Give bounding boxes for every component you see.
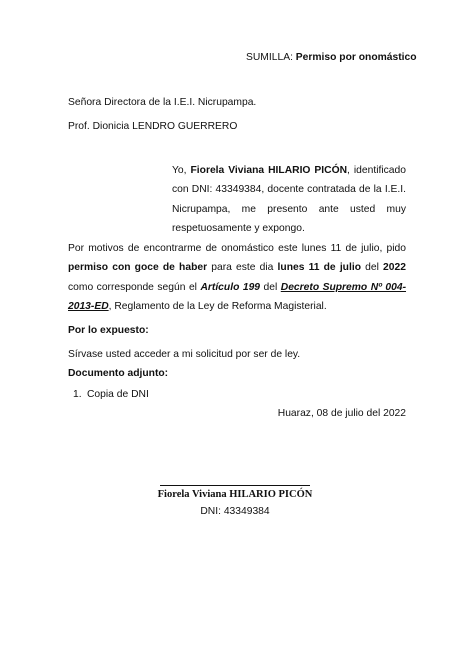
article-reference: Artículo 199 <box>200 281 261 293</box>
body-text-5: del <box>260 281 281 293</box>
signature-name: Fiorela Viviana HILARIO PICÓN <box>157 489 313 500</box>
sumilla-label: SUMILLA: <box>246 52 296 63</box>
list-item <box>73 389 149 400</box>
body-bold-2: lunes 11 de julio <box>277 262 361 274</box>
addressee-line1: Señora Directora de la I.E.I. Nicrupampa. <box>68 97 257 108</box>
heading-documento-adjunto <box>68 368 168 379</box>
date-line: Huaraz, 08 de julio del 2022 <box>277 408 406 419</box>
list-item-number: 1. <box>73 389 82 400</box>
signature-dni: DNI: 43349384 <box>200 506 270 517</box>
decree-reference: Decreto Supremo Nº 004-2013-ED <box>68 281 407 313</box>
signature-line <box>160 485 310 486</box>
body-bold-1: permiso con goce de haber <box>68 262 208 274</box>
sumilla-line <box>246 52 417 63</box>
intro-text-2: , identificado con DNI: 43349384, docente contratada de la I.E.I. Nicrupampa, me presento ante usted muy respetuosamente y expongo. <box>172 165 406 235</box>
body-text-3: del <box>360 262 384 274</box>
body-text-2: para este dia <box>207 262 278 274</box>
intro-paragraph <box>172 161 406 239</box>
list-item-text: Copia de DNI <box>87 389 149 400</box>
addressee-line2: Prof. Dionicia LENDRO GUERRERO <box>68 121 238 132</box>
request-line: Sírvase usted acceder a mi solicitud por ser de ley. <box>68 349 301 360</box>
heading-por-lo-expuesto <box>68 325 149 336</box>
intro-name: Fiorela Viviana HILARIO PICÓN <box>190 165 348 176</box>
heading-por-lo-expuesto-text: Por lo expuesto: <box>68 325 149 336</box>
body-paragraph <box>68 239 406 317</box>
body-bold-3: 2022 <box>383 262 406 274</box>
body-text-4: como corresponde según el <box>68 281 201 293</box>
sumilla-text: Permiso por onomástico <box>295 52 417 63</box>
intro-text-1: Yo, <box>172 165 191 176</box>
body-text-1: Por motivos de encontrarme de onomástico este lunes 11 de julio, pido <box>68 243 406 254</box>
body-text-6: , Reglamento de la Ley de Reforma Magisterial. <box>108 301 327 313</box>
heading-documento-adjunto-text: Documento adjunto: <box>68 368 169 379</box>
